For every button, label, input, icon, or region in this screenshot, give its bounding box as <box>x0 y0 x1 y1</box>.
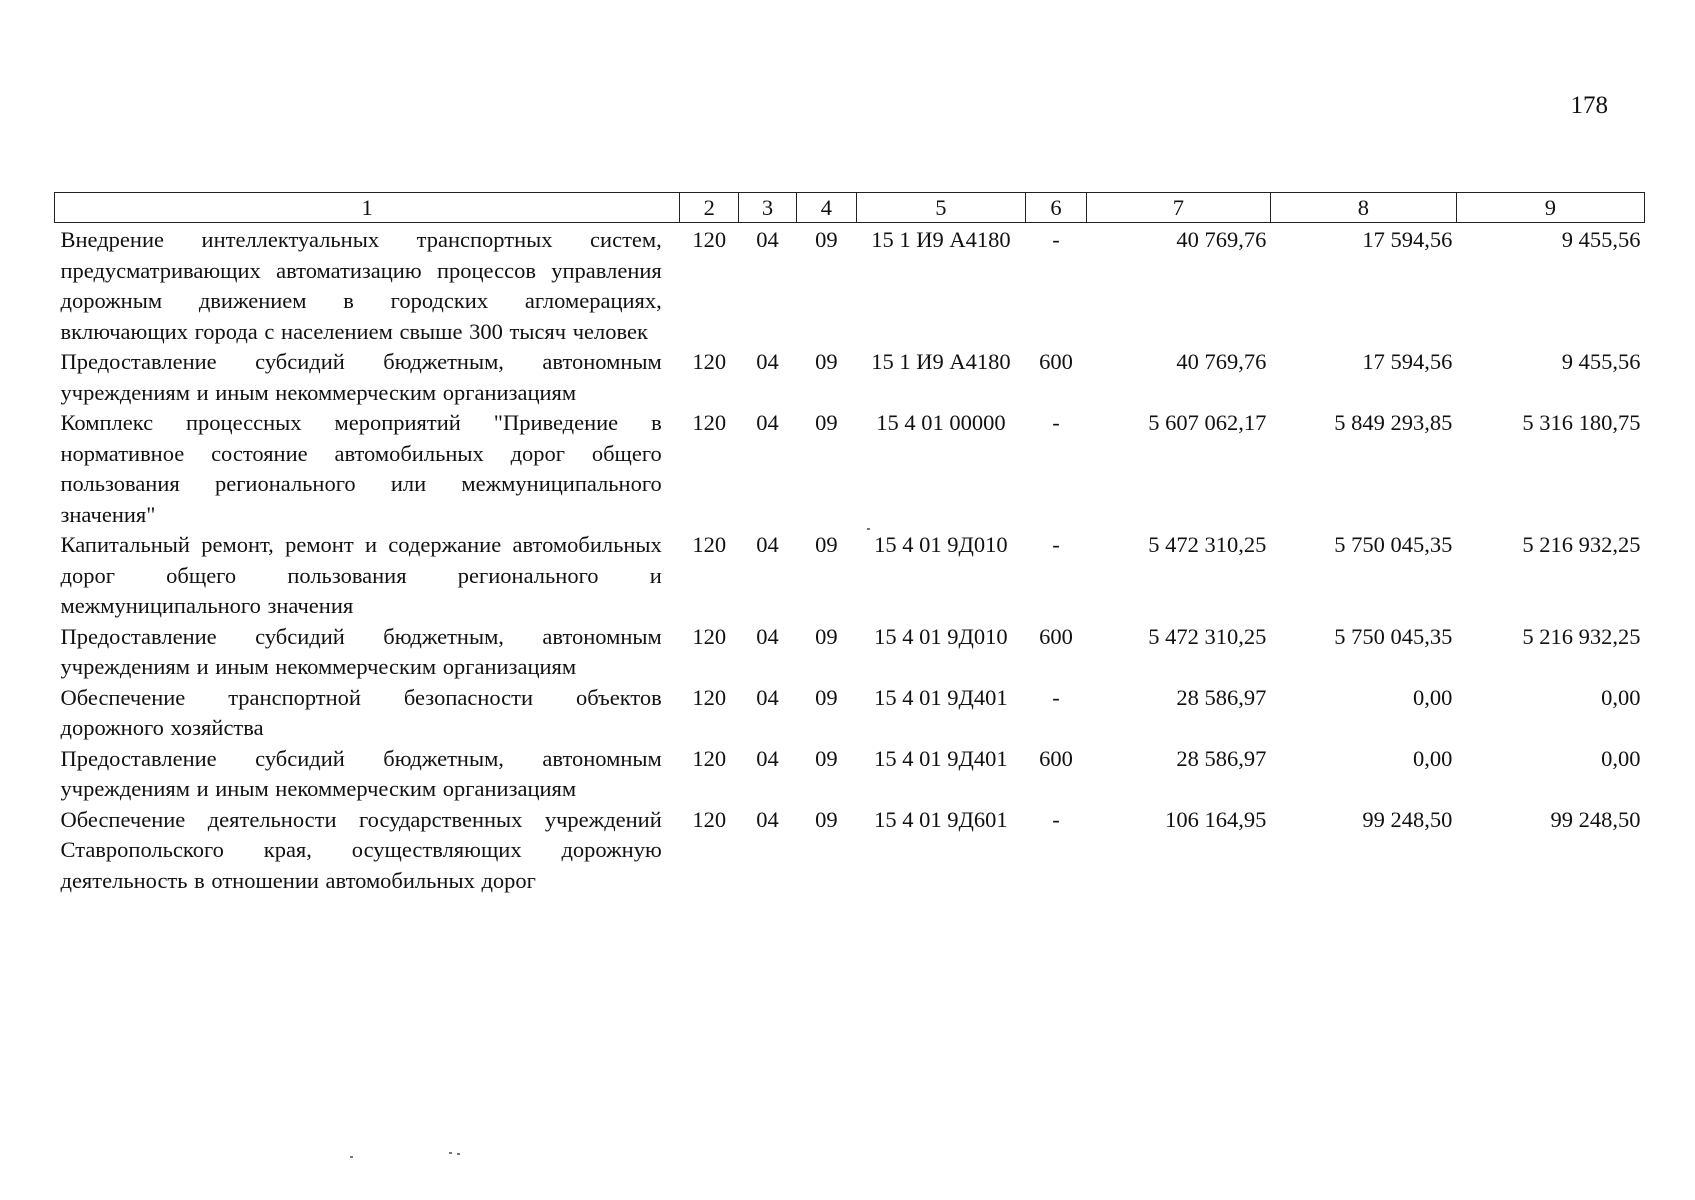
row-value-9: 9 455,56 <box>1561 349 1641 374</box>
column-header: 6 <box>1025 193 1086 223</box>
row-subsection: 09 <box>815 410 838 435</box>
row-target-code: 15 1 И9 А4180 <box>871 349 1011 374</box>
table-row <box>55 683 1645 744</box>
header-row <box>55 193 1645 223</box>
row-expense-type: - <box>1052 410 1060 435</box>
row-expense-type: - <box>1052 684 1060 710</box>
row-target-code: 15 4 01 9Д010 <box>874 623 1008 649</box>
column-header: 5 <box>856 193 1025 223</box>
row-description: Капитальный ремонт, ремонт и содержание автомобильных дорог общего пользования регионального и межмуниципального значения <box>60 532 662 618</box>
row-subsection: 09 <box>815 684 838 710</box>
row-value-7: 5 472 310,25 <box>1148 623 1267 649</box>
row-section: 04 <box>756 806 779 832</box>
row-section: 04 <box>756 410 779 435</box>
row-expense-type: 600 <box>1039 349 1073 374</box>
row-subsection: 09 <box>815 227 838 252</box>
row-value-7: 106 164,95 <box>1165 806 1267 832</box>
scan-speck <box>457 1153 460 1155</box>
row-expense-type: - <box>1052 227 1060 252</box>
column-header: 4 <box>796 193 856 223</box>
row-value-9: 5 316 180,75 <box>1522 410 1641 435</box>
row-subsection: 09 <box>815 745 838 771</box>
row-value-9: 9 455,56 <box>1561 227 1641 252</box>
row-value-9: 99 248,50 <box>1550 806 1641 832</box>
row-value-7: 5 472 310,25 <box>1148 532 1267 557</box>
row-code: 120 <box>692 532 727 557</box>
row-code: 120 <box>692 623 727 649</box>
row-section: 04 <box>756 349 779 374</box>
column-header: 7 <box>1086 193 1270 223</box>
table-row <box>55 347 1645 408</box>
row-code: 120 <box>692 684 727 710</box>
row-value-8: 0,00 <box>1412 745 1453 771</box>
column-header: 3 <box>739 193 797 223</box>
row-expense-type: - <box>1052 806 1060 832</box>
row-target-code: 15 4 01 9Д401 <box>874 745 1008 771</box>
table-row <box>55 530 1645 622</box>
row-description: Комплекс процессных мероприятий "Приведение в нормативное состояние автомобильных дорог общего пользования регионального или межмуниципального значения" <box>60 410 662 527</box>
scan-speck <box>449 1152 452 1154</box>
scan-speck <box>350 1156 353 1158</box>
row-expense-type: - <box>1052 532 1060 557</box>
row-value-9: 5 216 932,25 <box>1522 623 1641 649</box>
row-value-7: 40 769,76 <box>1176 227 1267 252</box>
row-target-code: 15 4 01 9Д601 <box>874 806 1008 832</box>
table-row <box>55 622 1645 683</box>
row-description: Внедрение интеллектуальных транспортных систем, предусматривающих автоматизацию процессов управления дорожным движением в городских агломерациях, включающих города с населением свыше 300 тысяч человек <box>60 227 662 344</box>
table-row <box>55 408 1645 530</box>
row-description: Обеспечение деятельности государственных учреждений Ставропольского края, осуществляющих дорожную деятельность в отношении автомобильных дорог <box>60 806 662 893</box>
page-number: 178 <box>1570 92 1608 119</box>
row-code: 120 <box>692 745 727 771</box>
row-target-code: 15 4 01 9Д401 <box>874 684 1008 710</box>
row-value-8: 5 849 293,85 <box>1334 410 1453 435</box>
row-description: Предоставление субсидий бюджетным, автономным учреждениям и иным некоммерческим организациям <box>60 349 662 405</box>
scan-speck <box>867 528 870 530</box>
row-code: 120 <box>692 806 727 832</box>
row-subsection: 09 <box>815 806 838 832</box>
row-description: Предоставление субсидий бюджетным, автономным учреждениям и иным некоммерческим организациям <box>60 745 662 801</box>
row-section: 04 <box>756 684 779 710</box>
row-value-9: 0,00 <box>1601 745 1641 771</box>
row-target-code: 15 4 01 00000 <box>876 410 1006 435</box>
row-description: Обеспечение транспортной безопасности объектов дорожного хозяйства <box>60 684 662 740</box>
row-code: 120 <box>692 349 727 374</box>
row-section: 04 <box>756 745 779 771</box>
row-value-7: 40 769,76 <box>1176 349 1267 374</box>
row-expense-type: 600 <box>1039 623 1073 649</box>
row-value-9: 0,00 <box>1601 684 1641 710</box>
row-value-8: 5 750 045,35 <box>1334 532 1453 557</box>
table-row <box>55 805 1645 897</box>
row-value-8: 0,00 <box>1412 684 1453 710</box>
row-target-code: 15 4 01 9Д010 <box>874 532 1008 557</box>
row-subsection: 09 <box>815 349 838 374</box>
row-section: 04 <box>756 227 779 252</box>
row-description: Предоставление субсидий бюджетным, автономным учреждениям и иным некоммерческим организациям <box>60 623 662 679</box>
row-value-9: 5 216 932,25 <box>1522 532 1641 557</box>
row-value-7: 5 607 062,17 <box>1148 410 1267 435</box>
table-row <box>55 744 1645 805</box>
row-subsection: 09 <box>815 532 838 557</box>
budget-table <box>54 192 1645 896</box>
row-target-code: 15 1 И9 А4180 <box>871 227 1011 252</box>
column-header: 1 <box>55 193 680 223</box>
table-row <box>55 223 1645 348</box>
row-value-8: 17 594,56 <box>1362 227 1453 252</box>
column-header: 2 <box>680 193 739 223</box>
column-header: 9 <box>1456 193 1644 223</box>
row-subsection: 09 <box>815 623 838 649</box>
row-expense-type: 600 <box>1039 745 1073 771</box>
row-value-8: 17 594,56 <box>1362 349 1453 374</box>
row-value-8: 5 750 045,35 <box>1334 623 1453 649</box>
row-value-7: 28 586,97 <box>1176 684 1267 710</box>
row-value-8: 99 248,50 <box>1362 806 1453 832</box>
row-value-7: 28 586,97 <box>1176 745 1267 771</box>
column-header: 8 <box>1270 193 1456 223</box>
row-section: 04 <box>756 532 779 557</box>
row-section: 04 <box>756 623 779 649</box>
row-code: 120 <box>692 410 727 435</box>
row-code: 120 <box>692 227 727 252</box>
